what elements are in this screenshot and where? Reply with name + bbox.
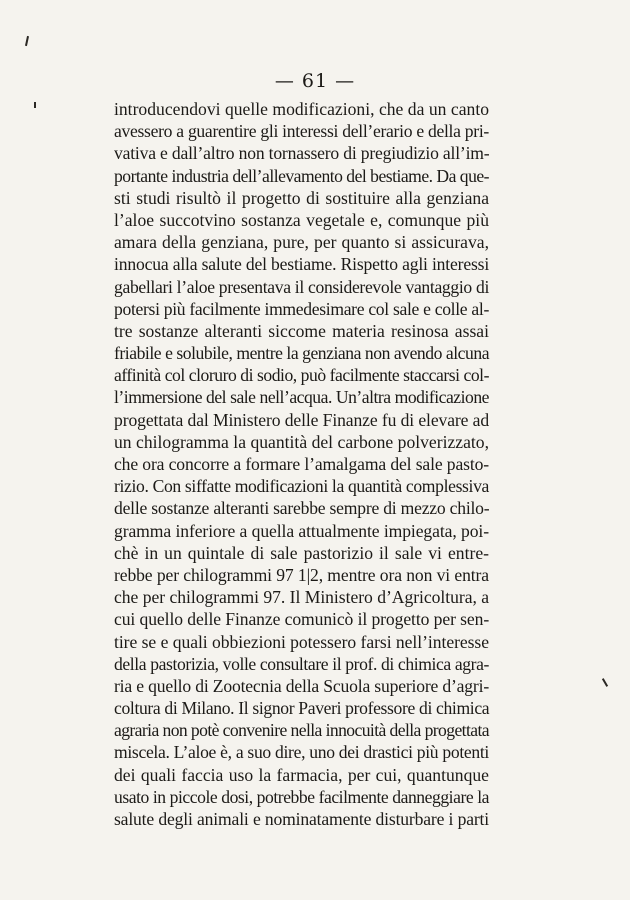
- text-line: amara della genziana, pure, per quanto si assicurava,: [114, 232, 489, 253]
- text-line: agraria non potè convenire nella innocuità della progettata: [114, 720, 489, 741]
- text-line: rebbe per chilogrammi 97 1|2, mentre ora non vi entra: [114, 564, 489, 585]
- text-line: coltura di Milano. Il signor Paveri professore di chimica: [114, 698, 490, 719]
- text-line: dei quali faccia uso la farmacia, per cui, quantunque: [114, 764, 489, 785]
- text-line: chè in un quintale di sale pastorizio il sale vi entre-: [114, 542, 489, 563]
- text-line: vativa e dall’altro non tornassero di pregiudizio all’im-: [114, 143, 490, 164]
- text-line: della pastorizia, volle consultare il prof. di chimica agra-: [114, 653, 489, 674]
- text-line: l’immersione del sale nell’acqua. Un’altra modificazione: [114, 387, 489, 408]
- text-line: usato in piccole dosi, potrebbe facilmente danneggiare la: [114, 786, 489, 807]
- text-line: gramma inferiore a quella attualmente impiegata, poi-: [114, 520, 489, 541]
- text-line: che per chilogrammi 97. Il Ministero d’Agricoltura, a: [114, 587, 489, 608]
- text-line: progettata dal Ministero delle Finanze fu di elevare ad: [114, 409, 490, 430]
- text-line: avessero a guarentire gli interessi dell’erario e della pri-: [114, 121, 489, 142]
- text-line: gabellari l’aloe presentava il considerevole vantaggio di: [114, 276, 489, 297]
- text-line: ria e quello di Zootecnia della Scuola superiore d’agri-: [114, 675, 489, 696]
- page-number: — 61 —: [274, 70, 356, 92]
- text-line: un chilogramma la quantità del carbone polverizzato,: [114, 431, 489, 452]
- text-line: affinità col cloruro di sodio, può facilmente staccarsi col-: [114, 365, 489, 386]
- text-line: tre sostanze alteranti siccome materia resinosa assai: [114, 320, 489, 341]
- text-line: sti studi risultò il progetto di sostituire alla genziana: [114, 187, 489, 208]
- right-margin-speck: [602, 678, 608, 687]
- text-line: potersi più facilmente immedesimare col sale e colle al-: [114, 298, 489, 319]
- text-line: tire se e quali obbiezioni potessero farsi nell’interesse: [114, 631, 489, 652]
- text-line: innocua alla salute del bestiame. Rispetto agli interessi: [114, 254, 490, 275]
- body-text: [114, 98, 489, 830]
- left-margin-speck: [25, 36, 29, 46]
- text-line: rizio. Con siffatte modificazioni la quantità complessiva: [114, 476, 489, 497]
- text-line: portante industria dell’allevamento del bestiame. Da que-: [114, 165, 490, 186]
- text-line: friabile e solubile, mentre la genziana non avendo alcuna: [114, 343, 490, 364]
- text-line: delle sostanze alteranti sarebbe sempre di mezzo chilo-: [114, 498, 490, 519]
- text-line: miscela. L’aloe è, a suo dire, uno dei drastici più potenti: [114, 742, 489, 763]
- text-line: introducendovi quelle modificazioni, che da un canto: [114, 99, 489, 119]
- text-line: l’aloe succotvino sostanza vegetale e, comunque più: [114, 209, 489, 230]
- text-line-last: salute degli animali e nominatamente disturbare i parti: [114, 809, 489, 829]
- text-line: che ora concorre a formare l’amalgama del sale pasto-: [114, 454, 489, 474]
- text-line: cui quello delle Finanze comunicò il progetto per sen-: [114, 609, 490, 630]
- left-margin-speck: [34, 102, 36, 108]
